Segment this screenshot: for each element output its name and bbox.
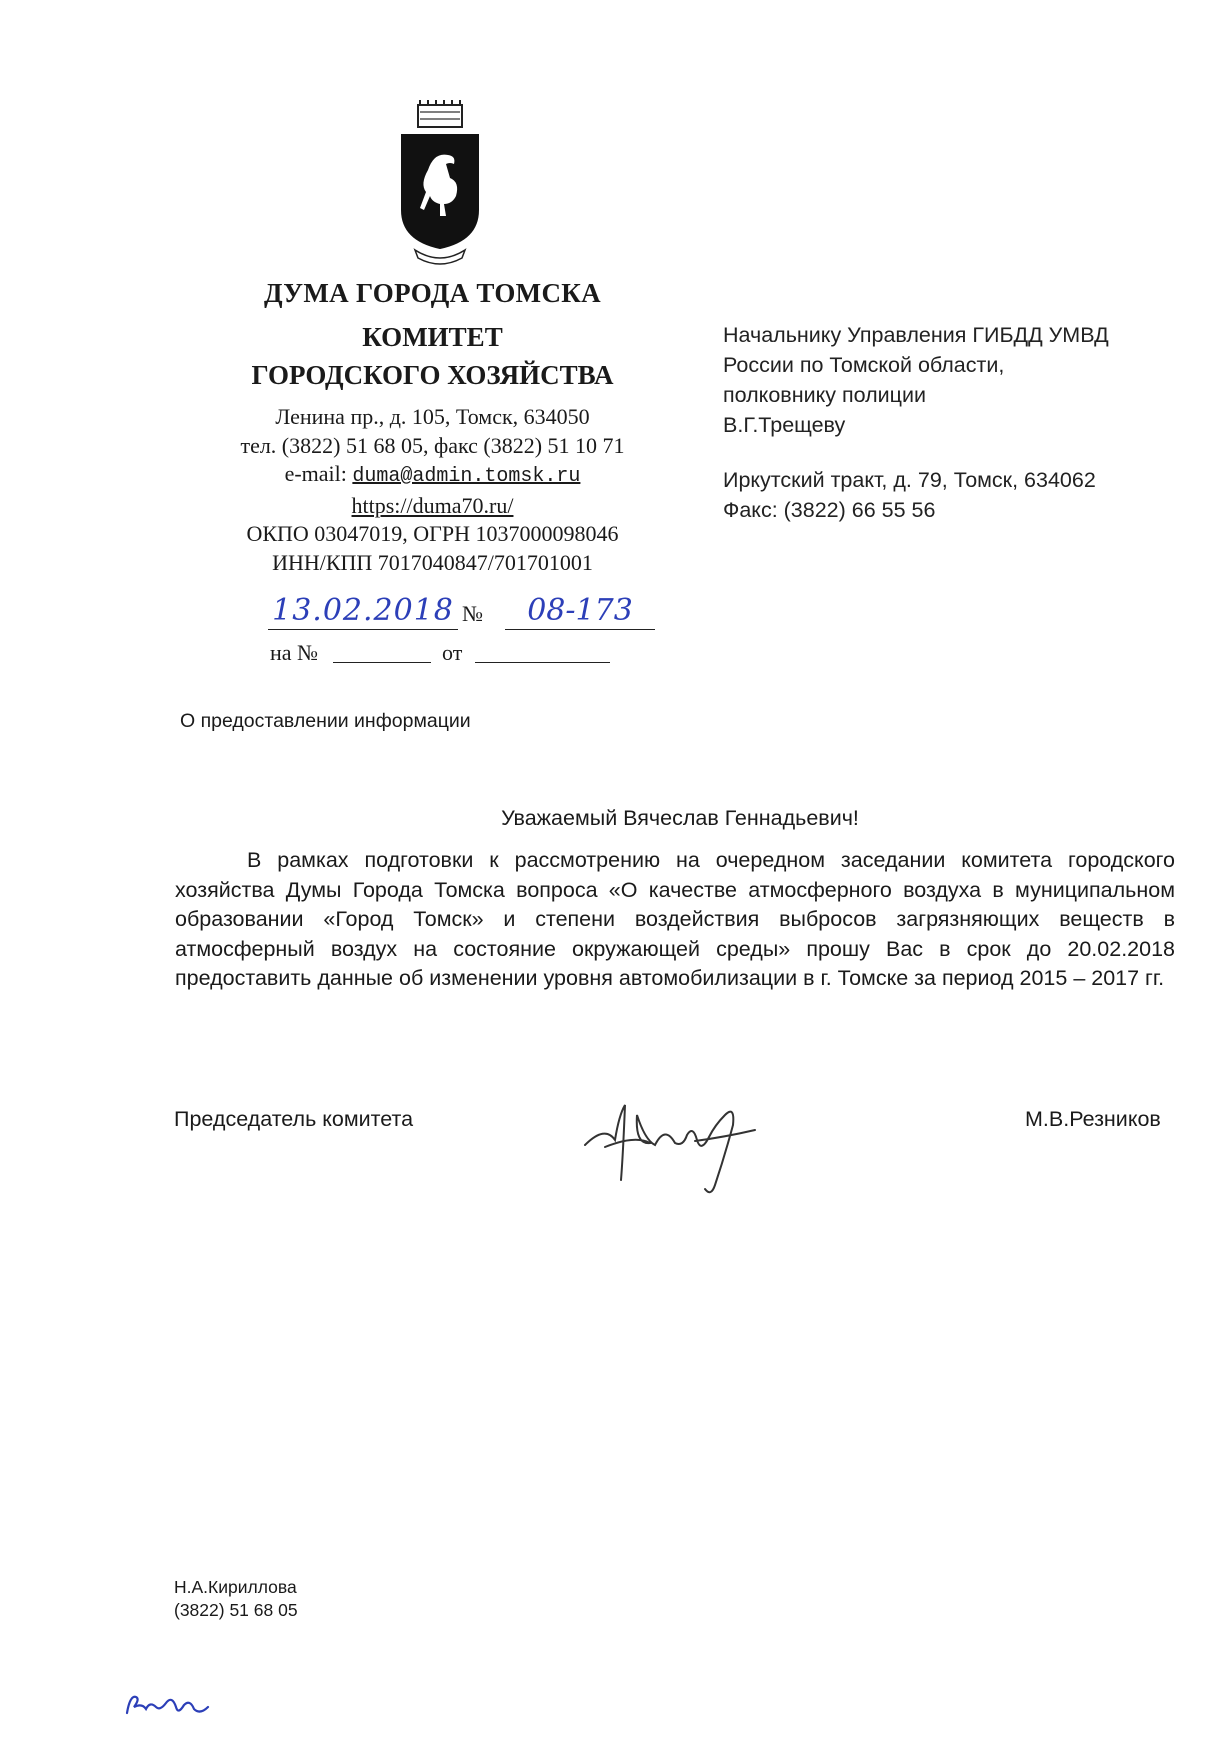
org-email-line [195,460,670,492]
executor-phone: (3822) 51 68 05 [174,1600,298,1620]
registration-number: 08-173 [505,593,655,630]
addressee-fax: Факс: (3822) 66 55 56 [723,498,936,522]
org-phones: тел. (3822) 51 68 05, факс (3822) 51 10 71 [240,432,625,458]
addressee-contacts [723,465,1193,525]
letter-body: В рамках подготовки к рассмотрению на очередном заседании комитета городского хозяйства Думы Города Томска вопроса «О качестве атмосферного воздуха в муниципальном образовании «Город Томск» и степени воздействия выбросов загрязняющих веществ в атмосферный воздух на состояние окружающей среды» прошу Вас в срок до 20.02.2018 предоставить данные об изменении уровня автомобилизации в г. Томске за период 2015 – 2017 гг. [175,848,1175,990]
committee-title-line1: КОМИТЕТ [362,322,503,352]
salutation: Уважаемый Вячеслав Геннадьевич! [501,806,859,830]
email-label: e-mail: [284,461,353,486]
letter-subject: О предоставлении информации [180,710,471,732]
org-address: Ленина пр., д. 105, Томск, 634050 [275,404,590,429]
executor-name: Н.А.Кириллова [174,1577,297,1597]
reference-date-label: от [442,640,463,665]
addressee-address: Иркутский тракт, д. 79, Томск, 634062 [723,468,1096,492]
reference-date-blank [475,662,610,663]
coat-of-arms-icon [390,100,490,270]
letterhead-contacts [195,403,670,577]
reference-number-label: на № [270,640,319,665]
handwritten-initials-icon [122,1685,217,1725]
signatory-name: М.В.Резников [1025,1107,1161,1131]
registration-number-label: № [462,601,483,626]
committee-title-line2: ГОРОДСКОГО ХОЗЯЙСТВА [251,360,614,390]
addressee-line: России по Томской области, [723,353,1005,377]
reference-number-blank [333,662,431,663]
addressee-block [723,320,1193,440]
committee-title [200,318,665,394]
organization-name: ДУМА ГОРОДА ТОМСКА [264,278,601,308]
okpo-ogrn: ОКПО 03047019, ОГРН 1037000098046 [246,521,619,546]
reference-line [270,640,670,670]
addressee-name: В.Г.Трещеву [723,413,846,437]
email-link[interactable]: duma@admin.tomsk.ru [352,465,581,488]
signatory-role: Председатель комитета [174,1107,414,1131]
registration-line [250,593,650,633]
signature-icon [575,1085,775,1215]
inn-kpp: ИНН/КПП 7017040847/701701001 [272,549,593,575]
addressee-line: Начальнику Управления ГИБДД УМВД [723,323,1109,347]
registration-date: 13.02.2018 [268,593,458,630]
website-link[interactable]: https://duma70.ru/ [351,492,514,518]
addressee-line: полковнику полиции [723,383,926,407]
